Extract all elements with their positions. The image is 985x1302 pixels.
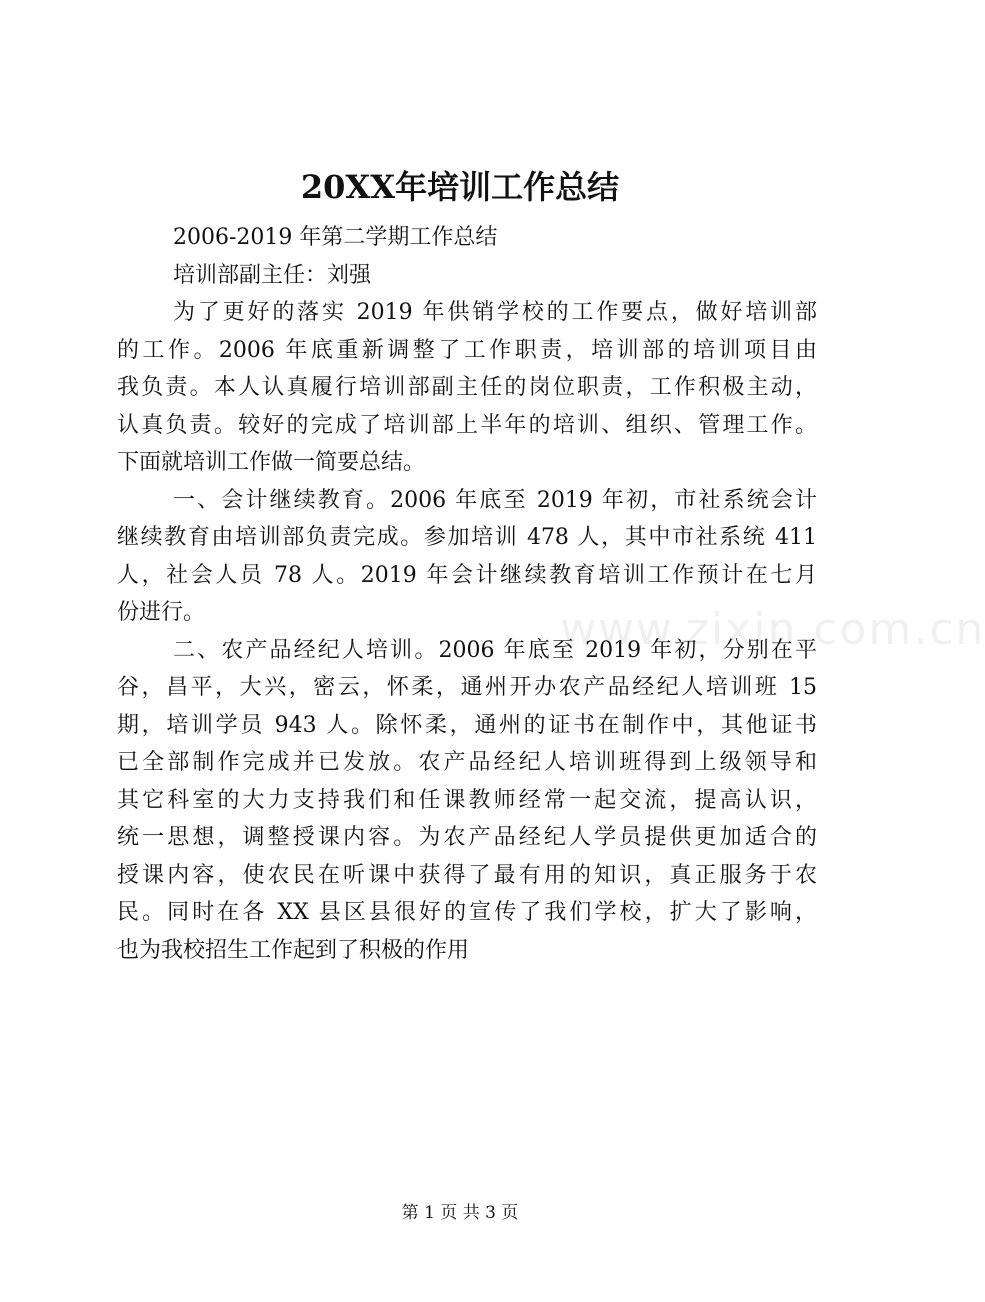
- body-line: 民。同时在各 XX 县区县很好的宣传了我们学校，扩大了影响，: [117, 900, 817, 925]
- body-line: 下面就培训工作做一简要总结。: [117, 450, 426, 475]
- body-line: 谷，昌平，大兴，密云，怀柔，通州开办农产品经纪人培训班 15: [117, 675, 817, 700]
- body-line: 其它科室的大力支持我们和任课教师经常一起交流，提高认识，: [117, 787, 817, 813]
- body-line: 一、会计继续教育。2006 年底至 2019 年初，市社系统会计: [173, 487, 817, 513]
- document-title: 20XX年培训工作总结: [300, 168, 620, 206]
- body-line: 为了更好的落实 2019 年供销学校的工作要点，做好培训部: [173, 300, 817, 325]
- body-line: 授课内容，使农民在听课中获得了最有用的知识，真正服务于农: [117, 862, 817, 888]
- body-line: 2006-2019 年第二学期工作总结: [173, 225, 498, 250]
- document-body: [117, 219, 817, 969]
- body-line: 继续教育由培训部负责完成。参加培训 478 人，其中市社系统 411: [117, 525, 817, 550]
- body-line: 份进行。: [117, 600, 206, 625]
- body-line: 人，社会人员 78 人。2019 年会计继续教育培训工作预计在七月: [117, 562, 817, 588]
- watermark: www.zixin.com.cn: [560, 604, 985, 655]
- body-line: 也为我校招生工作起到了积极的作用: [117, 937, 470, 963]
- body-line: 认真负责。较好的完成了培训部上半年的培训、组织、管理工作。: [117, 412, 817, 438]
- body-line: 我负责。本人认真履行培训部副主任的岗位职责，工作积极主动，: [117, 375, 817, 400]
- body-line: 培训部副主任：刘强: [173, 262, 372, 288]
- body-line: 的工作。2006 年底重新调整了工作职责，培训部的培训项目由: [117, 337, 817, 363]
- body-line: 统一思想，调整授课内容。为农产品经纪人学员提供更加适合的: [117, 825, 817, 850]
- body-line: 二、农产品经纪人培训。2006 年底至 2019 年初，分别在平: [173, 637, 817, 663]
- body-line: 期，培训学员 943 人。除怀柔，通州的证书在制作中，其他证书: [117, 712, 817, 738]
- body-line: 已全部制作完成并已发放。农产品经纪人培训班得到上级领导和: [117, 750, 817, 775]
- page-footer: 第 1 页 共 3 页: [401, 1203, 519, 1223]
